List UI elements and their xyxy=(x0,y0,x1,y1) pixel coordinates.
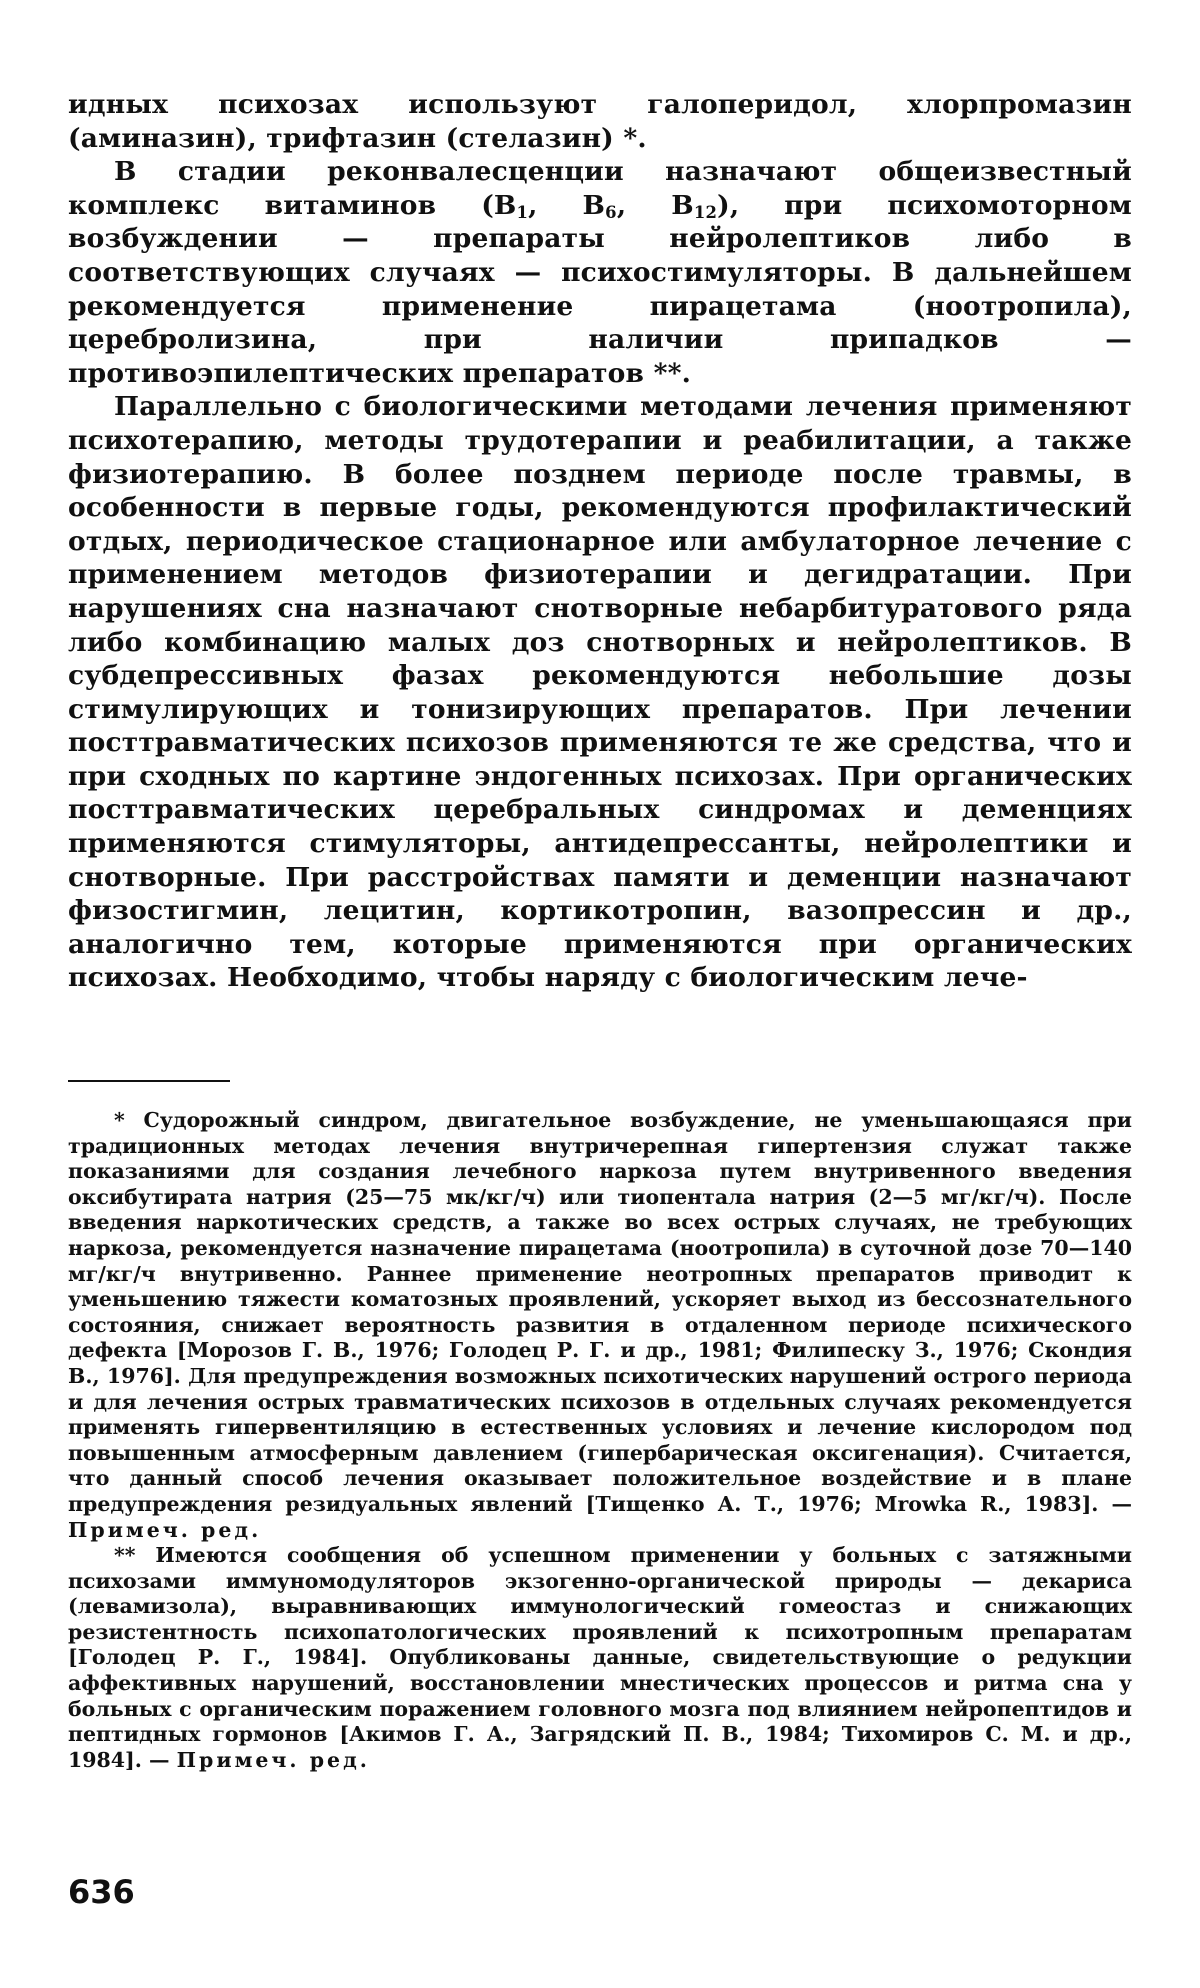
footnote-divider xyxy=(68,1080,230,1082)
vitamin-subscript-1: 1 xyxy=(516,202,529,222)
footnote-1 xyxy=(68,1108,1132,1543)
paragraph-2-part-b: , B xyxy=(528,189,606,221)
paragraph-3: Параллельно с биологическими методами лечения применяют психотерапию, методы трудотерапии и реабилитации, а также физиотерапию. В более позднем периоде после травмы, в особенности в первые годы, рекомендуются профилактический отдых, периодическое стационарное или амбулаторное лечение с применением методов физиотерапии и дегидратации. При нарушениях сна назначают снотворные небарбитуратового ряда либо комбинацию малых доз снотворных и нейролептиков. В субдепрессивных фазах рекомендуются небольшие дозы стимулирующих и тонизирующих препаратов. При лечении посттравматических психозов применяются те же средства, что и при сходных по картине эндогенных психозах. При органических посттравматических церебральных синдромах и деменциях применяются стимуляторы, антидепрессанты, нейролептики и снотворные. При расстройствах памяти и деменции назначают физостигмин, лецитин, кортикотропин, вазопрессин и др., аналогично тем, которые применяются при органических психозах. Необходимо, чтобы наряду с биологическим лече- xyxy=(68,391,1132,994)
paragraph-2-part-d: ), при психомоторном возбуждении — препараты нейролептиков либо в соответствующих случаях — психостимуляторы. В дальнейшем рекомендуется применение пирацетама (ноотропила), церебролизина, при наличии припадков — противоэпилептических препаратов **. xyxy=(68,189,1133,389)
paragraph-2 xyxy=(68,155,1132,390)
footnote-2-editor-note: Примеч. ред. xyxy=(176,1747,370,1772)
footnote-1-text: * Судорожный синдром, двигательное возбуждение, не уменьшающаяся при традиционных методах лечения внутричерепная гипертензия служат также показаниями для создания лечебного наркоза путем внутривенного введения оксибутирата натрия (25—75 мк/кг/ч) или тиопентала натрия (2—5 мг/кг/ч). После введения наркотических средств, а также во всех острых случаях, не требующих наркоза, рекомендуется назначение пирацетама (ноотропила) в суточной дозе 70—140 мг/кг/ч внутривенно. Раннее применение неотропных препаратов приводит к уменьшению тяжести коматозных проявлений, ускоряет выход из бессознательного состояния, снижает вероятность развития в отдаленном периоде психического дефекта [Морозов Г. В., 1976; Голодец Р. Г. и др., 1981; Филипеску З., 1976; Скондия В., 1976]. Для предупреждения возможных психотических нарушений острого периода и для лечения острых травматических психозов в отдельных случаях рекомендуется применять гипервентиляцию в естественных условиях и лечение кислородом под повышенным атмосферным давлением (гипербарическая оксигенация). Считается, что данный способ лечения оказывает положительное воздействие и в плане предупреждения резидуальных явлений [Тищенко А. Т., 1976; Mrowka R., 1983]. — xyxy=(68,1108,1132,1516)
vitamin-subscript-12: 12 xyxy=(693,202,718,222)
vitamin-subscript-6: 6 xyxy=(605,202,617,222)
footnote-2 xyxy=(68,1543,1132,1773)
page-number: 636 xyxy=(68,1873,135,1911)
footnote-1-editor-note: Примеч. ред. xyxy=(68,1517,262,1542)
footnote-2-text: ** Имеются сообщения об успешном применении у больных с затяжными психозами иммуномодуляторов экзогенно-органической природы — декариса (левамизола), выравнивающих иммунологический гомеостаз и снижающих резистентность психопатологических проявлений к психотропным препаратам [Голодец Р. Г., 1984]. Опубликованы данные, свидетельствующие о редукции аффективных нарушений, восстановлении мнестических процессов и ритма сна у больных с органическим поражением головного мозга под влиянием нейропептидов и пептидных гормонов [Акимов Г. А., Загрядский П. В., 1984; Тихомиров С. М. и др., 1984]. — xyxy=(68,1543,1132,1772)
paragraph-2-part-a: В стадии реконвалесценции назначают общеизвестный комплекс витаминов (B xyxy=(68,156,1132,221)
main-text xyxy=(68,88,1132,995)
paragraph-1: идных психозах используют галоперидол, хлорпромазин (аминазин), трифтазин (стелазин) *. xyxy=(68,89,1132,154)
paragraph-2-part-c: , B xyxy=(616,189,694,221)
footnotes xyxy=(68,1108,1132,1773)
